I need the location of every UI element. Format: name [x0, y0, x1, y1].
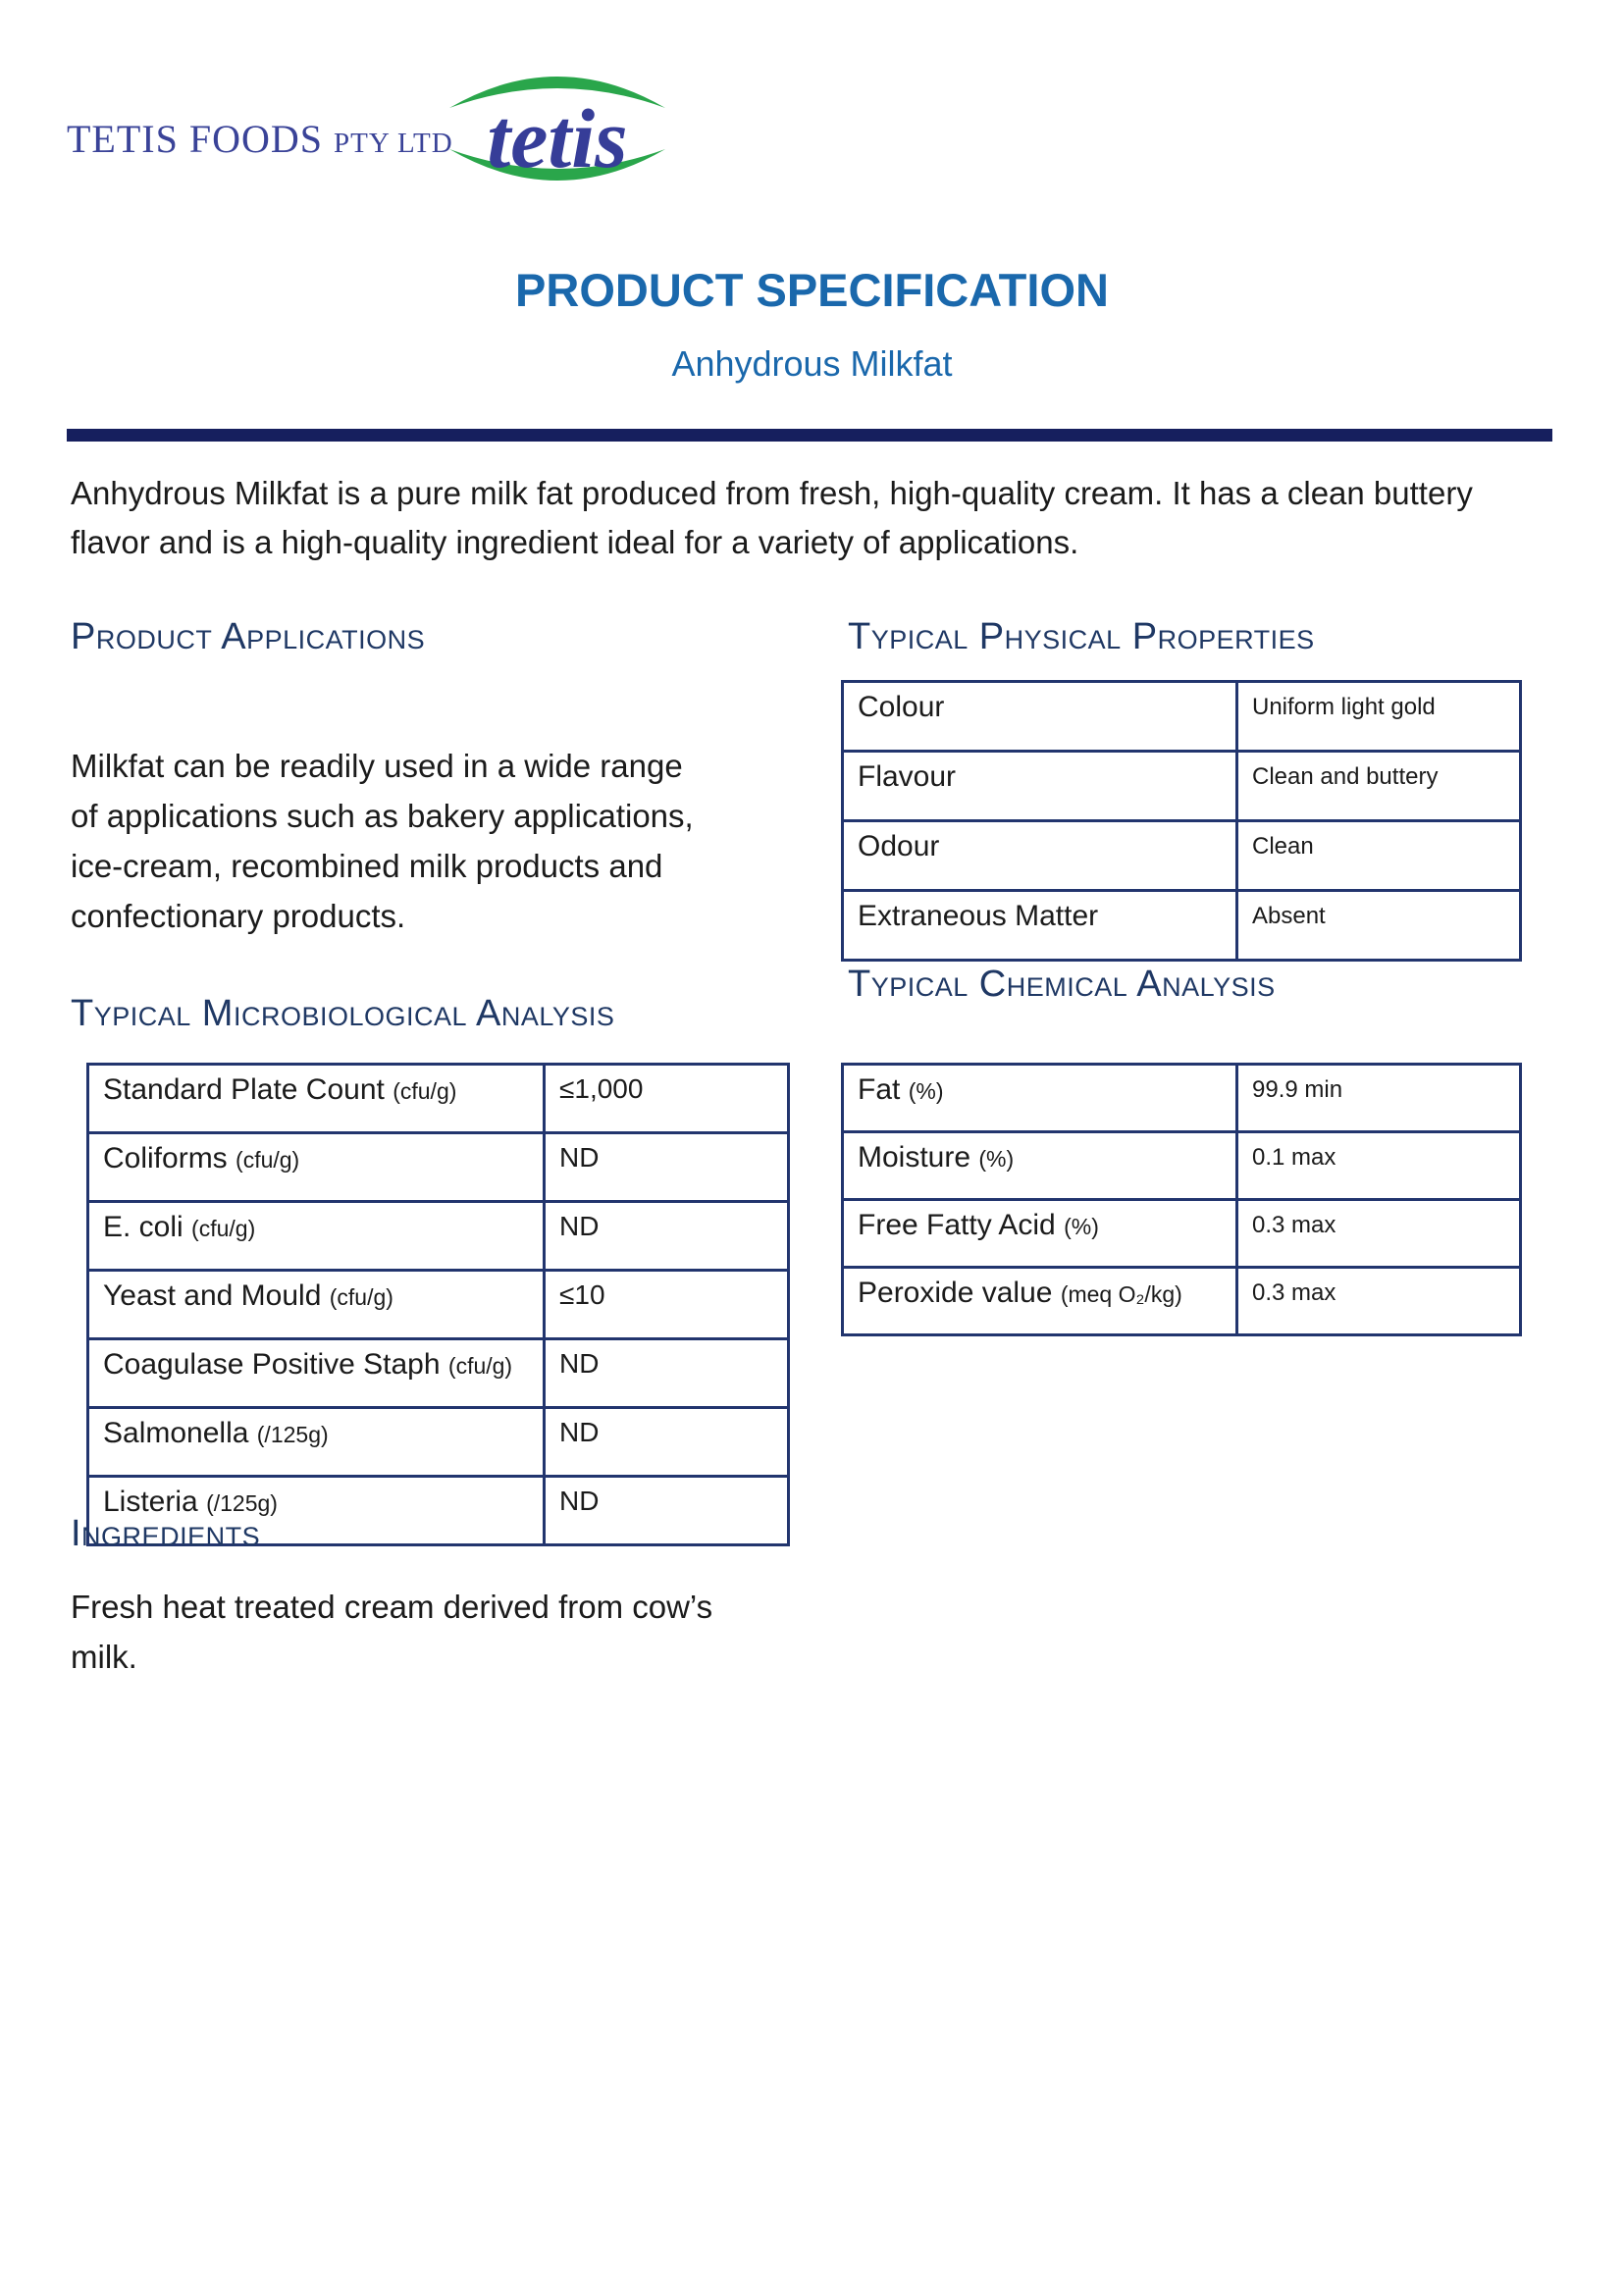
row-label-cell [843, 1132, 1237, 1200]
row-label: Peroxide value [858, 1277, 1053, 1309]
row-value-cell: 0.1 max [1237, 1132, 1521, 1200]
page-title: PRODUCT SPECIFICATION [515, 264, 1109, 316]
row-value-cell: Clean and buttery [1237, 752, 1521, 821]
logo-wordmark: tetis [487, 91, 628, 185]
section-heading-product-applications: Product Applications [71, 616, 426, 657]
row-label: Listeria [103, 1486, 198, 1518]
row-value-cell: ND [545, 1477, 789, 1545]
table-row [843, 1132, 1521, 1200]
row-unit: (cfu/g) [191, 1216, 256, 1241]
row-unit: (%) [1064, 1214, 1099, 1239]
table-row [88, 1065, 789, 1133]
ingredients-paragraph: Fresh heat treated cream derived from cow’s milk. [71, 1589, 713, 1676]
section-heading-chemical-analysis: Typical Chemical Analysis [848, 964, 1276, 1005]
table-row [843, 821, 1521, 891]
company-name-main: TETIS FOODS [67, 117, 324, 161]
table-row [88, 1202, 789, 1271]
table-row [88, 1408, 789, 1477]
divider-rule [67, 429, 1552, 442]
section-heading-physical-properties: Typical Physical Properties [848, 616, 1315, 657]
row-unit: (%) [978, 1146, 1015, 1172]
row-value-cell: ND [545, 1133, 789, 1202]
row-label-cell [88, 1133, 545, 1202]
row-value-cell: ≤10 [545, 1271, 789, 1339]
row-label-cell: Colour [843, 682, 1237, 752]
table-row [843, 752, 1521, 821]
row-label: Coagulase Positive Staph [103, 1348, 441, 1381]
row-label-cell [88, 1065, 545, 1133]
row-value-cell: ND [545, 1202, 789, 1271]
row-unit: (/125g) [206, 1490, 278, 1516]
row-value-cell: 0.3 max [1237, 1200, 1521, 1268]
row-label-cell [88, 1271, 545, 1339]
row-value-cell: ≤1,000 [545, 1065, 789, 1133]
physical-properties-table [841, 680, 1522, 962]
row-value-cell: Absent [1237, 891, 1521, 961]
page-subtitle: Anhydrous Milkfat [671, 343, 953, 384]
row-label: Moisture [858, 1141, 971, 1174]
row-value-cell: ND [545, 1339, 789, 1408]
row-label: Coliforms [103, 1142, 228, 1174]
table-row [843, 682, 1521, 752]
section-heading-ingredients: Ingredients [71, 1513, 261, 1554]
row-label: Salmonella [103, 1417, 249, 1449]
row-label-cell [843, 1065, 1237, 1132]
company-name [67, 116, 453, 162]
row-value-cell: ND [545, 1408, 789, 1477]
row-label: Standard Plate Count [103, 1073, 385, 1106]
row-label: Fat [858, 1073, 901, 1106]
row-label-cell: Flavour [843, 752, 1237, 821]
tetis-logo [444, 65, 671, 192]
row-unit: (cfu/g) [393, 1078, 457, 1104]
row-label: Free Fatty Acid [858, 1209, 1056, 1241]
row-value-cell: Clean [1237, 821, 1521, 891]
row-label-cell [88, 1408, 545, 1477]
row-label-cell: Extraneous Matter [843, 891, 1237, 961]
section-heading-microbiological-analysis: Typical Microbiological Analysis [71, 993, 615, 1034]
row-label-cell [88, 1339, 545, 1408]
company-name-suffix: PTY LTD [334, 128, 453, 159]
row-label-cell [88, 1202, 545, 1271]
row-unit: (%) [908, 1078, 944, 1104]
table-row [843, 1200, 1521, 1268]
table-row [88, 1271, 789, 1339]
row-value-cell: 0.3 max [1237, 1268, 1521, 1335]
row-unit: (cfu/g) [447, 1353, 513, 1379]
row-label-cell [843, 1268, 1237, 1335]
row-value-cell: 99.9 min [1237, 1065, 1521, 1132]
table-row [843, 1268, 1521, 1335]
table-row [88, 1339, 789, 1408]
table-row [843, 891, 1521, 961]
row-label-cell [843, 1200, 1237, 1268]
row-label: Yeast and Mould [103, 1279, 322, 1312]
product-applications-paragraph: Milkfat can be readily used in a wide range of applications such as bakery applications, ice-cream, recombined milk products and confectionary products. [71, 748, 694, 935]
table-row [88, 1133, 789, 1202]
microbiological-analysis-table [86, 1063, 790, 1546]
row-unit: (/125g) [256, 1422, 329, 1447]
row-unit: (meq O₂/kg) [1060, 1281, 1182, 1307]
chemical-analysis-table [841, 1063, 1522, 1336]
intro-paragraph: Anhydrous Milkfat is a pure milk fat produced from fresh, high-quality cream. It has a clean buttery flavor and is a high-quality ingredient ideal for a variety of applications. [71, 475, 1473, 561]
row-unit: (cfu/g) [329, 1284, 393, 1310]
row-label: E. coli [103, 1211, 183, 1243]
row-unit: (cfu/g) [236, 1147, 300, 1173]
row-label-cell: Odour [843, 821, 1237, 891]
table-row [843, 1065, 1521, 1132]
row-value-cell: Uniform light gold [1237, 682, 1521, 752]
